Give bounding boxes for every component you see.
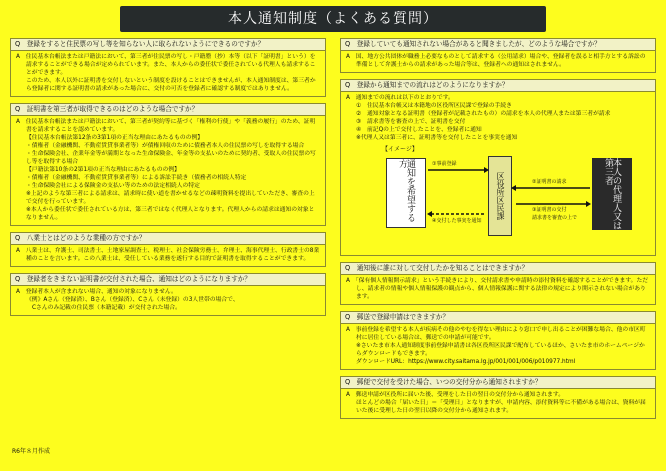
faq-card — [340, 79, 656, 256]
faq-answer — [341, 389, 655, 418]
faq-question: Q 登録から通知までの流れはどのようになりますか？ — [341, 80, 655, 92]
answer-text: A 郵送申請が区役所に届いた後、受理をした日の翌日の交付分から通知されます。 — [346, 392, 564, 398]
arrowhead — [586, 201, 591, 207]
faq-card — [340, 311, 656, 370]
flow-diagram — [346, 144, 650, 252]
answer-text: ・生命保険会社、企業年金等が満期となった生命保険金、年金等の支払いのために契約者、受取人の住民票の写し等を取得する場合 — [26, 151, 316, 165]
answer-text: ※さいたま市本人通知制度事前登録申請書は各区役所区民課で配布しているほか、さいたま市のホームページからダウンロードもできます。 — [356, 343, 645, 357]
arrowhead — [511, 185, 516, 191]
answer-text: ※代理人又は第三者に、証明書等を交付したことを事実を通知 — [356, 135, 518, 141]
faq-answer — [341, 324, 655, 369]
page-title: 本人通知制度（よくある質問） — [120, 6, 546, 32]
answer-text: このため、本人以外に証明書を交付しないという制度を設けることはできませんが、本人通知制度は、第三者から登録者に関する証明書の請求があった場合に、交付の可否を登録者に確認する制度ではありません。 — [26, 78, 316, 92]
faq-card — [10, 103, 326, 226]
faq-card — [340, 38, 656, 73]
faq-card — [10, 38, 326, 97]
faq-answer — [341, 92, 655, 255]
flow-step-1: ①事前登録 — [432, 161, 457, 167]
answer-text: A 八業士は、弁護士、司法書士、土地家屋調査士、税理士、社会保険労務士、弁理士、海事代理士、行政書士の8業種のことを言います。この八業士は、受任している業務を遂行する目的で証明書を取得することができます。 — [16, 248, 320, 262]
faq-answer — [11, 286, 325, 315]
answer-text: ・生命保険会社による保険金の支払い等のための法定相続人の特定 — [26, 183, 200, 189]
answer-text: ※上記のような第三者による請求は、請求時に使い道を書かせるなどの疎明資料を提出していただき、審査の上で交付を行っています。 — [26, 191, 315, 205]
answer-text: A 住民基本台帳法または戸籍法において、第三者が契約等に基づく「権利の行使」や「義務の履行」のため、証明書を請求することを認めています。 — [16, 119, 316, 133]
faq-answer — [11, 245, 325, 266]
download-url[interactable]: ダウンロードURL：https://www.city.saitama.lg.jp/001/001/006/p010977.html — [356, 359, 576, 365]
answer-text: ① 住民基本台帳又は本籍地の区役所区民課で登録の手続き — [356, 103, 512, 109]
flow-step-3b: 請求書を審査の上で — [532, 215, 578, 221]
answer-text: A 事前登録を希望する本人が疾病その他のやむを得ない理由により窓口で申し出ることが困難な場合、他の市区町村に居住している場合は、郵送での申請が可能です。 — [346, 327, 646, 341]
faq-card — [340, 262, 656, 305]
answer-text: ③ 請求書等を審査の上で、証明書を交付 — [356, 119, 466, 125]
answer-text: A 通知までの流れは以下のとおりです。 — [346, 95, 454, 101]
flow-label: 【イメージ】 — [382, 146, 418, 153]
faq-question: Q 郵便で交付を受けた場合、いつの交付分から通知されますか？ — [341, 377, 655, 389]
flow-step-2: ②証明書の請求 — [532, 179, 567, 185]
answer-text: ・債権者（金融機関、不動産賃貸事業者等）による訴訟手続き（債務者の相続人特定 — [26, 175, 247, 181]
footer-date: R6年８月作成 — [12, 448, 50, 455]
faq-question: Q 郵送で登録申請はできますか？ — [341, 312, 655, 324]
flow-person-box: 通知を希望する方 — [386, 158, 426, 228]
faq-question: Q 登録をすると住民票の写し等を知らない人に取られないようにできるのですか？ — [11, 39, 325, 51]
faq-answer — [341, 275, 655, 304]
faq-answer — [11, 116, 325, 225]
flow-step-4: ④交付した事実を通知 — [432, 218, 482, 224]
answer-text: ほとんどの場合「届いた日」＝「受理日」となりますが、申請内容、添付資料等に不備がある場合は、資料が届いた後に受理した日の翌日以降の交付分から通知されます。 — [356, 400, 646, 414]
faq-question: Q 八業士とはどのような業種の方ですか？ — [11, 233, 325, 245]
faq-answer — [341, 51, 655, 72]
flow-office-box: 区役所区民課 — [488, 156, 512, 236]
faq-question: Q 登録していても通知されない場合があると聞きましたが、どのような場合ですか？ — [341, 39, 655, 51]
answer-text: A 「保有個人情報開示請求」という手続きにより、交付請求書や申請時の添付資料を確認することができます。ただし、請求者の情報や個人情報保護の観点から、個人情報保護に関する法律の規定により開示されない場合があります。 — [346, 278, 649, 300]
left-column — [10, 38, 326, 322]
answer-text: ② 通知対象となる証明書（登録者が記載されたもの）の請求を本人の代理人または第三者が請求 — [356, 111, 611, 117]
arrowhead — [427, 211, 432, 217]
answer-text: 【戸籍法第10条の2第1項の正当な理由にあたるものの例】 — [26, 167, 180, 173]
faq-question: Q 登録者をきまない証明書が交付された場合、通知はどのようになりますか？ — [11, 274, 325, 286]
answer-text: A 住民基本台帳法または戸籍法において、第三者が住民票の写し・戸籍謄（抄）本等（以下「証明書」という）を請求することができる場合が定められています。また、本人からの委任状で委任されている代理人も請求することができます。 — [16, 54, 316, 76]
answer-text: ④ 前記Qの上で交付したことを、登録者に通知 — [356, 127, 482, 133]
answer-text: Cさんのみ記載の住民票（本籍記載）が交付された場合。 — [32, 305, 181, 311]
faq-question: Q 通知後に誰に対して交付したかを知ることはできますか？ — [341, 263, 655, 275]
faq-card — [10, 273, 326, 316]
answer-text: 【住民基本台帳法第12条の3第1項の正当な理由にあたるものの例】 — [26, 135, 204, 141]
faq-question: Q 証明書を第三者が取得できるのはどのような場合ですか？ — [11, 104, 325, 116]
answer-text: A 国、地方公共団体が職務上必要なものとして請求する（公用請求）場合や、登録者を誤ると相手方とする訴訟の準備として弁護士からの請求があった場合等は、登録者への通知はされません。 — [346, 54, 646, 68]
faq-card — [340, 376, 656, 419]
arrowhead — [484, 167, 489, 173]
flow-step-3: ③証明書の交付 — [532, 207, 567, 213]
answer-text: ・債権者（金融機関、不動産賃貸事業者等）が債権回収のために債務者本人の住民票の写しを取得する場合 — [26, 143, 305, 149]
right-column — [340, 38, 656, 425]
faq-answer — [11, 51, 325, 96]
answer-text: A 登録者本人が含まれない場合、通知の対象になりません。 — [16, 289, 177, 295]
answer-text: 《例》Aさん（登録済）、Bさん（登録済）、Cさん（未登録）の3人世帯の場合で、 — [26, 297, 239, 303]
flow-third-party-box: 本人の代理人又は第三者 — [592, 158, 632, 230]
faq-card — [10, 232, 326, 267]
answer-text: ※本人から委任状で委任されている方は、第三者ではなく代理人となります。代理人からの請求は通知の対象となりません。 — [26, 207, 315, 221]
flow-arrows — [346, 144, 652, 252]
